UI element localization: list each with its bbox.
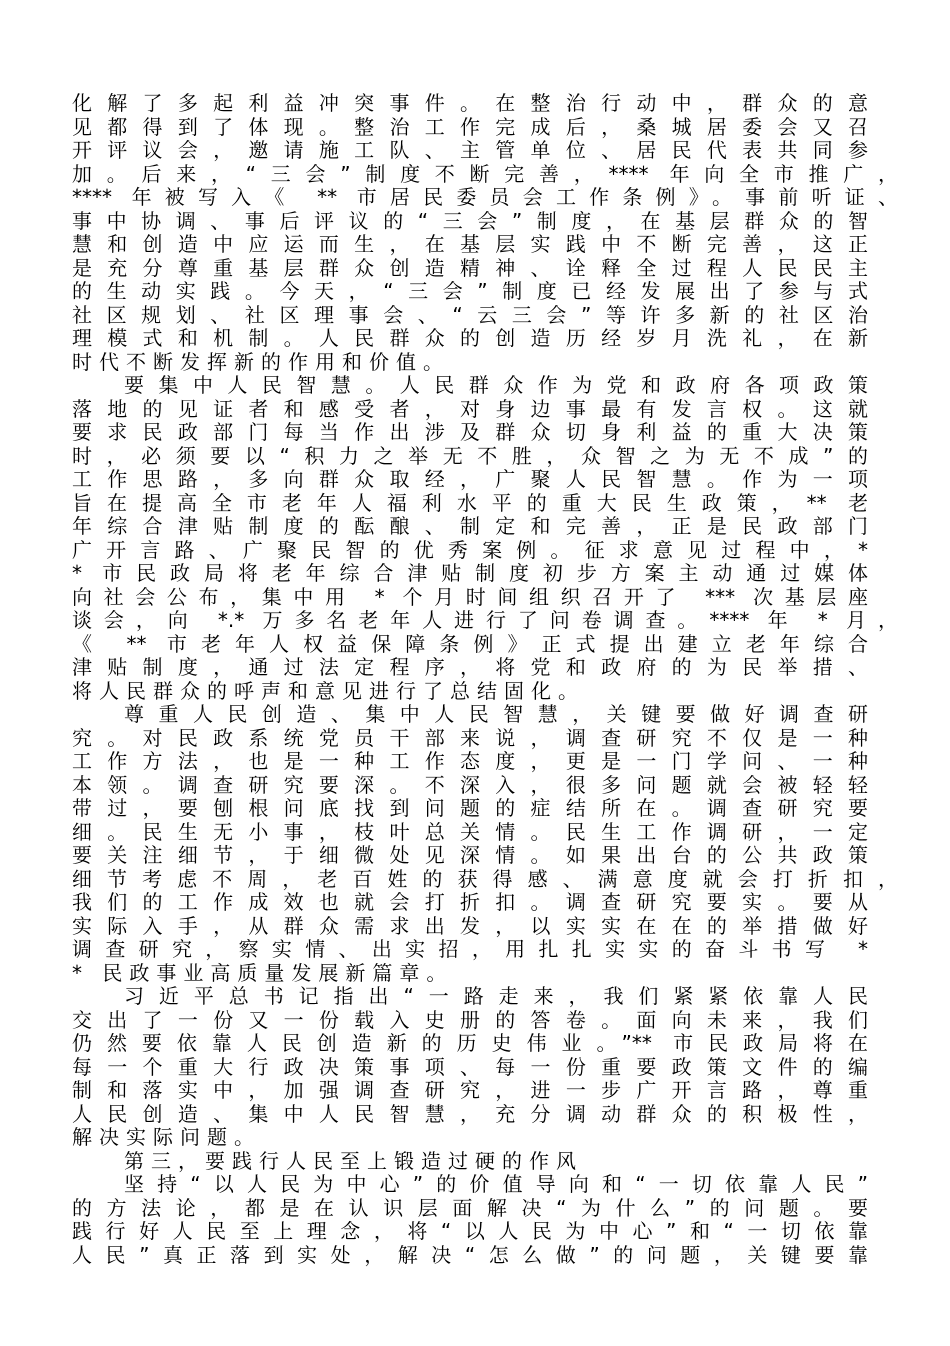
text-line: 交出了一份又一份载入史册的答卷。面向未来，我们 [72,1007,868,1032]
text-line: 本领。调查研究要深。不深入，很多问题就会被轻轻 [72,772,868,797]
text-line: 谈会，向 *.* 万多名老年人进行了问卷调查。**** 年 * 月， [72,608,898,632]
text-line: 时，必须要以“积力之举无不胜，众智之为无不成”的 [72,443,868,468]
text-line: 落地的见证者和感受者，对身边事最有发言权。这就 [72,396,868,421]
section-heading: 第三，要践行人民至上锻造过硬的作风 [124,1148,583,1173]
text-line: 化解了多起利益冲突事件。在整治行动中，群众的意 [72,91,868,115]
text-line: * 民政事业高质量发展新篇章。 [72,960,454,985]
text-line: 是充分尊重基层群众创造精神、诠释全过程人民民主 [72,255,868,280]
text-line: 慧和创造中应运而生，在基层实践中不断完善，这正 [72,232,868,256]
text-line: 细节考虑不周，老百姓的获得感、满意度就会打折扣， [72,866,898,891]
text-line: 践行好人民至上理念，将“以人民为中心”和“一切依靠 [72,1219,868,1243]
text-line: 事中协调、事后评议的“三会”制度，在基层群众的智 [72,208,868,233]
text-line: 社区规划、社区理事会、“云三会”等许多新的社区治 [72,302,868,327]
text-line: 将人民群众的呼声和意见进行了总结固化。 [72,678,585,703]
text-line: 旨在提高全市老年人福利水平的重大民生政策，** 老 [72,490,868,515]
text-line: 时代不断发挥新的作用和价值。 [72,349,450,374]
paragraph-first-line: 尊重人民创造、集中人民智慧，关键要做好调查研 [124,702,868,726]
text-line: 的方法论，都是在认识层面解决“为什么”的问题。要 [72,1195,868,1220]
text-line: 细。民生无小事，枝叶总关情。民生工作调研，一定 [72,819,868,844]
text-line: 见都得到了体现。整治工作完成后，桑城居委会又召 [72,114,868,139]
text-line: 工作方法，也是一种工作态度，更是一门学问、一种 [72,749,868,773]
document-body [72,92,898,1267]
text-line: 广开言路、广聚民智的优秀案例。征求意见过程中，* [72,537,868,562]
text-line: 调查研究，察实情、出实招，用扎扎实实的奋斗书写 * [72,937,868,961]
text-line: 的生动实践。今天，“三会”制度已经发展出了参与式 [72,279,868,303]
text-line: 带过，要刨根问底找到问题的症结所在。调查研究要 [72,796,868,820]
text-line: 人民”真正落到实处，解决“怎么做”的问题，关键要靠 [72,1242,868,1267]
paragraph-first-line: 坚持“以人民为中心”的价值导向和“一切依靠人民” [124,1172,868,1196]
text-line: 工作思路，多向群众取经，广聚人民智慧。作为一项 [72,467,868,491]
text-line: 加。后来，“三会”制度不断完善，**** 年向全市推广， [72,161,898,186]
text-line: **** 年被写入《 ** 市居民委员会工作条例》。事前听证、 [72,185,898,209]
text-line: 年综合津贴制度的酝酿、制定和完善，正是民政部门 [72,514,868,538]
text-line: 究。对民政系统党员干部来说，调查研究不仅是一种 [72,725,868,750]
text-line: 要求民政部门每当作出涉及群众切身利益的重大决策 [72,420,868,444]
text-line: 人民创造、集中人民智慧，充分调动群众的积极性， [72,1101,868,1126]
text-line: 解决实际问题。 [72,1125,261,1149]
text-line: 我们的工作成效也就会打折扣。调查研究要实。要从 [72,890,868,914]
text-line: 制和落实中，加强调查研究，进一步广开言路，尊重 [72,1078,868,1102]
text-line: * 市民政局将老年综合津贴制度初步方案主动通过媒体 [72,561,868,585]
text-line: 每一个重大行政决策事项、每一份重要政策文件的编 [72,1054,868,1079]
text-line: 开评议会，邀请施工队、主管单位、居民代表共同参 [72,138,868,162]
text-line: 津贴制度，通过法定程序，将党和政府的为民举措、 [72,655,868,679]
paragraph-first-line: 要集中人民智慧。人民群众作为党和政府各项政策 [124,373,868,397]
paragraph-first-line: 习近平总书记指出“一路走来，我们紧紧依靠人民 [124,984,868,1008]
text-line: 要关注细节，于细微处见深情。如果出台的公共政策 [72,843,868,867]
text-line: 向社会公布，集中用 * 个月时间组织召开了 *** 次基层座 [72,584,868,609]
text-line: 实际入手，从群众需求出发，以实实在在的举措做好 [72,913,868,938]
text-line: 仍然要依靠人民创造新的历史伟业。”** 市民政局将在 [72,1031,868,1055]
text-line: 《 ** 市老年人权益保障条例》正式提出建立老年综合 [72,631,868,656]
text-line: 理模式和机制。人民群众的创造历经岁月洗礼，在新 [72,326,868,350]
